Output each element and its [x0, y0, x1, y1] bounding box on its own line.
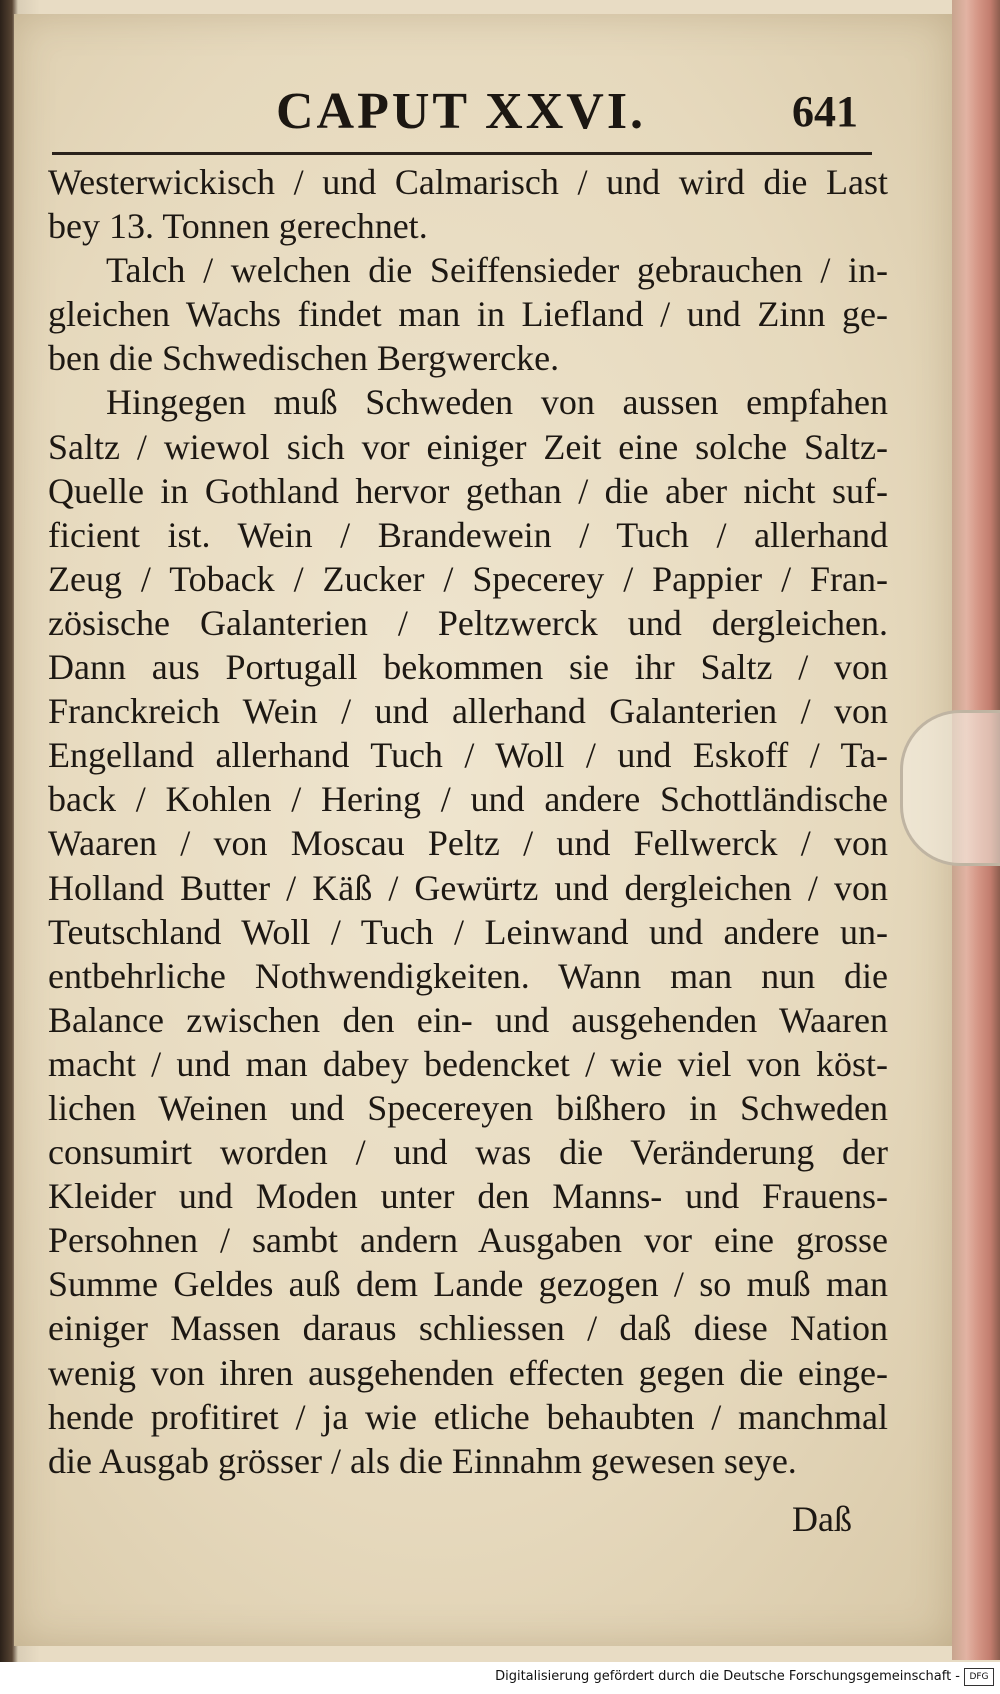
page-header	[14, 72, 952, 142]
text-line: Zeug / Toback / Zucker / Specerey / Pappier / Fran-	[48, 558, 888, 599]
dfg-logo-icon: DFG	[964, 1668, 994, 1686]
catchword: Daß	[792, 1499, 852, 1539]
page-body	[48, 160, 888, 1483]
running-title: CAPUT XXVI.	[276, 83, 647, 140]
text-line: Dann aus Portugall bekommen sie ihr Saltz / von	[48, 647, 888, 688]
text-line: Quelle in Gothland hervor gethan / die aber nicht suf-	[48, 470, 888, 511]
text-line: entbehrliche Nothwendigkeiten. Wann man nun die	[48, 955, 888, 996]
header-rule	[52, 152, 872, 155]
text-line: Talch / welchen die Seiffensieder gebrauchen / in-	[106, 250, 888, 291]
text-line: gleichen Wachs findet man in Liefland / und Zinn ge-	[48, 294, 888, 335]
book-page	[14, 14, 952, 1646]
text-line: Engelland allerhand Tuch / Woll / und Eskoff / Ta-	[48, 735, 888, 776]
text-line: Waaren / von Moscau Peltz / und Fellwerck / von	[48, 823, 888, 864]
text-line: macht / und man dabey bedencket / wie viel von köst-	[48, 1043, 888, 1084]
text-line: zösische Galanterien / Peltzwerck und dergleichen.	[48, 602, 888, 643]
page-number: 641	[792, 87, 858, 136]
footer-bar	[0, 1662, 1000, 1694]
text-line: Kleider und Moden unter den Manns- und Frauens-	[48, 1176, 888, 1217]
text-line: Balance zwischen den ein- und ausgehenden Waaren	[48, 999, 888, 1040]
text-line: back / Kohlen / Hering / und andere Schottländische	[48, 779, 888, 820]
text-line: lichen Weinen und Specereyen bißhero in Schweden	[48, 1087, 888, 1128]
text-line: Summe Geldes auß dem Lande gezogen / so muß man	[48, 1264, 888, 1305]
text-line: Teutschland Woll / Tuch / Leinwand und andere un-	[48, 911, 888, 952]
text-line: ben die Schwedischen Bergwercke.	[48, 338, 560, 379]
text-line: Holland Butter / Käß / Gewürtz und dergleichen / von	[48, 867, 888, 908]
text-line: Westerwickisch / und Calmarisch / und wird die Last	[48, 162, 888, 202]
text-line: ficient ist. Wein / Brandewein / Tuch / allerhand	[48, 514, 888, 555]
text-line: Franckreich Wein / und allerhand Galanterien / von	[48, 691, 888, 732]
text-line: consumirt worden / und was die Veränderung der	[48, 1132, 888, 1173]
text-line: Persohnen / sambt andern Ausgaben vor eine grosse	[48, 1220, 888, 1261]
text-line: einiger Massen daraus schliessen / daß diese Nation	[48, 1308, 888, 1349]
text-line: wenig von ihren ausgehenden effecten gegen die einge-	[48, 1352, 888, 1393]
text-line: hende profitiret / ja wie etliche behaubten / manchmal	[48, 1396, 888, 1437]
footer-credit: Digitalisierung gefördert durch die Deutsche Forschungsgemeinschaft -	[495, 1669, 960, 1684]
text-line: die Ausgab grösser / als die Einnahm gewesen seye.	[48, 1440, 797, 1481]
text-line: Hingegen muß Schweden von aussen empfahen	[106, 382, 888, 423]
text-line: Saltz / wiewol sich vor einiger Zeit eine solche Saltz-	[48, 426, 888, 467]
page-clip	[900, 710, 1000, 866]
text-line: bey 13. Tonnen gerechnet.	[48, 206, 428, 247]
